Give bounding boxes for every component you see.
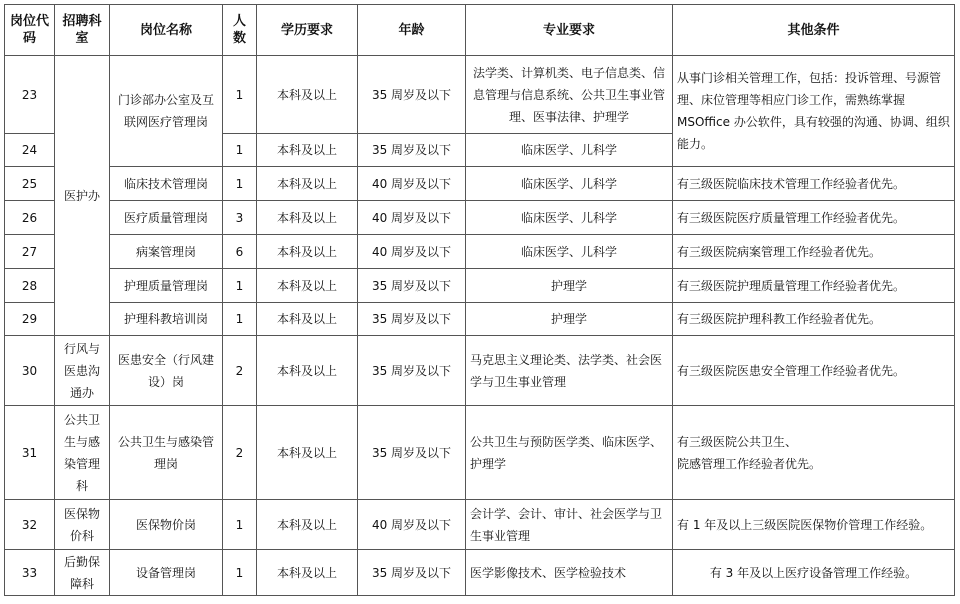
cell-name: 医保物价岗 <box>110 500 223 550</box>
cell-major: 临床医学、儿科学 <box>466 167 673 201</box>
cell-age: 40 周岁及以下 <box>358 201 466 235</box>
cell-edu: 本科及以上 <box>257 167 358 201</box>
cell-edu: 本科及以上 <box>257 406 358 500</box>
cell-other: 有 3 年及以上医疗设备管理工作经验。 <box>673 550 955 596</box>
cell-major: 公共卫生与预防医学类、临床医学、护理学 <box>466 406 673 500</box>
cell-edu: 本科及以上 <box>257 303 358 336</box>
cell-name: 临床技术管理岗 <box>110 167 223 201</box>
cell-count: 1 <box>223 500 257 550</box>
cell-major: 马克思主义理论类、法学类、社会医学与卫生事业管理 <box>466 336 673 406</box>
header-major: 专业要求 <box>466 5 673 56</box>
cell-count: 2 <box>223 406 257 500</box>
header-edu: 学历要求 <box>257 5 358 56</box>
cell-age: 35 周岁及以下 <box>358 406 466 500</box>
header-count: 人数 <box>223 5 257 56</box>
cell-name: 病案管理岗 <box>110 235 223 269</box>
cell-name: 门诊部办公室及互联网医疗管理岗 <box>110 56 223 167</box>
cell-age: 35 周岁及以下 <box>358 56 466 134</box>
cell-code: 27 <box>5 235 55 269</box>
table-row <box>5 500 955 550</box>
table-row <box>5 235 955 269</box>
cell-edu: 本科及以上 <box>257 56 358 134</box>
header-name: 岗位名称 <box>110 5 223 56</box>
table-row <box>5 201 955 235</box>
cell-other: 有三级医院临床技术管理工作经验者优先。 <box>673 167 955 201</box>
cell-edu: 本科及以上 <box>257 550 358 596</box>
cell-edu: 本科及以上 <box>257 235 358 269</box>
cell-other: 有三级医院病案管理工作经验者优先。 <box>673 235 955 269</box>
cell-dept-medical-office: 医护办 <box>55 56 110 336</box>
cell-edu: 本科及以上 <box>257 269 358 303</box>
cell-code: 33 <box>5 550 55 596</box>
cell-name: 设备管理岗 <box>110 550 223 596</box>
table-row <box>5 550 955 596</box>
table-row <box>5 303 955 336</box>
table-row <box>5 406 955 500</box>
cell-code: 31 <box>5 406 55 500</box>
header-code: 岗位代码 <box>5 5 55 56</box>
cell-code: 28 <box>5 269 55 303</box>
cell-count: 1 <box>223 134 257 167</box>
cell-other: 有三级医院护理科教工作经验者优先。 <box>673 303 955 336</box>
cell-other: 有三级医院护理质量管理工作经验者优先。 <box>673 269 955 303</box>
header-row <box>5 5 955 56</box>
cell-age: 35 周岁及以下 <box>358 303 466 336</box>
header-age: 年龄 <box>358 5 466 56</box>
table-row <box>5 269 955 303</box>
header-other: 其他条件 <box>673 5 955 56</box>
cell-major: 护理学 <box>466 269 673 303</box>
cell-major: 医学影像技术、医学检验技术 <box>466 550 673 596</box>
recruitment-table <box>4 4 955 596</box>
cell-code: 25 <box>5 167 55 201</box>
cell-code: 24 <box>5 134 55 167</box>
cell-major: 临床医学、儿科学 <box>466 201 673 235</box>
table-row <box>5 56 955 134</box>
cell-code: 30 <box>5 336 55 406</box>
cell-age: 40 周岁及以下 <box>358 500 466 550</box>
cell-name: 医疗质量管理岗 <box>110 201 223 235</box>
table-row <box>5 167 955 201</box>
cell-dept: 公共卫生与感染管理科 <box>55 406 110 500</box>
cell-count: 3 <box>223 201 257 235</box>
cell-count: 1 <box>223 56 257 134</box>
cell-edu: 本科及以上 <box>257 134 358 167</box>
cell-age: 35 周岁及以下 <box>358 336 466 406</box>
cell-count: 6 <box>223 235 257 269</box>
cell-other-shared: 从事门诊相关管理工作，包括：投诉管理、号源管理、床位管理等相应门诊工作，需熟练掌握 MSOffice 办公软件，具有较强的沟通、协调、组织能力。 <box>673 56 955 167</box>
cell-age: 40 周岁及以下 <box>358 235 466 269</box>
cell-age: 35 周岁及以下 <box>358 269 466 303</box>
cell-other: 有 1 年及以上三级医院医保物价管理工作经验。 <box>673 500 955 550</box>
cell-other <box>673 406 955 500</box>
cell-code: 29 <box>5 303 55 336</box>
cell-dept: 后勤保障科 <box>55 550 110 596</box>
cell-count: 1 <box>223 269 257 303</box>
cell-name: 医患安全（行风建设）岗 <box>110 336 223 406</box>
cell-edu: 本科及以上 <box>257 500 358 550</box>
cell-major: 护理学 <box>466 303 673 336</box>
cell-code: 26 <box>5 201 55 235</box>
cell-major: 临床医学、儿科学 <box>466 134 673 167</box>
cell-major: 会计学、会计、审计、社会医学与卫生事业管理 <box>466 500 673 550</box>
cell-dept: 行风与医患沟通办 <box>55 336 110 406</box>
cell-other-line: 有三级医院公共卫生、 <box>677 434 798 449</box>
cell-major: 法学类、计算机类、电子信息类、信息管理与信息系统、公共卫生事业管理、医事法律、护理学 <box>466 56 673 134</box>
cell-other: 有三级医院医疗质量管理工作经验者优先。 <box>673 201 955 235</box>
cell-code: 32 <box>5 500 55 550</box>
cell-edu: 本科及以上 <box>257 336 358 406</box>
cell-count: 1 <box>223 167 257 201</box>
header-dept: 招聘科室 <box>55 5 110 56</box>
cell-count: 2 <box>223 336 257 406</box>
cell-name: 公共卫生与感染管理岗 <box>110 406 223 500</box>
cell-name: 护理科教培训岗 <box>110 303 223 336</box>
table-row <box>5 336 955 406</box>
cell-edu: 本科及以上 <box>257 201 358 235</box>
cell-name: 护理质量管理岗 <box>110 269 223 303</box>
cell-count: 1 <box>223 303 257 336</box>
cell-age: 35 周岁及以下 <box>358 134 466 167</box>
cell-other: 有三级医院医患安全管理工作经验者优先。 <box>673 336 955 406</box>
cell-age: 40 周岁及以下 <box>358 167 466 201</box>
cell-dept: 医保物价科 <box>55 500 110 550</box>
cell-count: 1 <box>223 550 257 596</box>
cell-code: 23 <box>5 56 55 134</box>
cell-other-line: 院感管理工作经验者优先。 <box>677 456 822 471</box>
cell-age: 35 周岁及以下 <box>358 550 466 596</box>
cell-major: 临床医学、儿科学 <box>466 235 673 269</box>
